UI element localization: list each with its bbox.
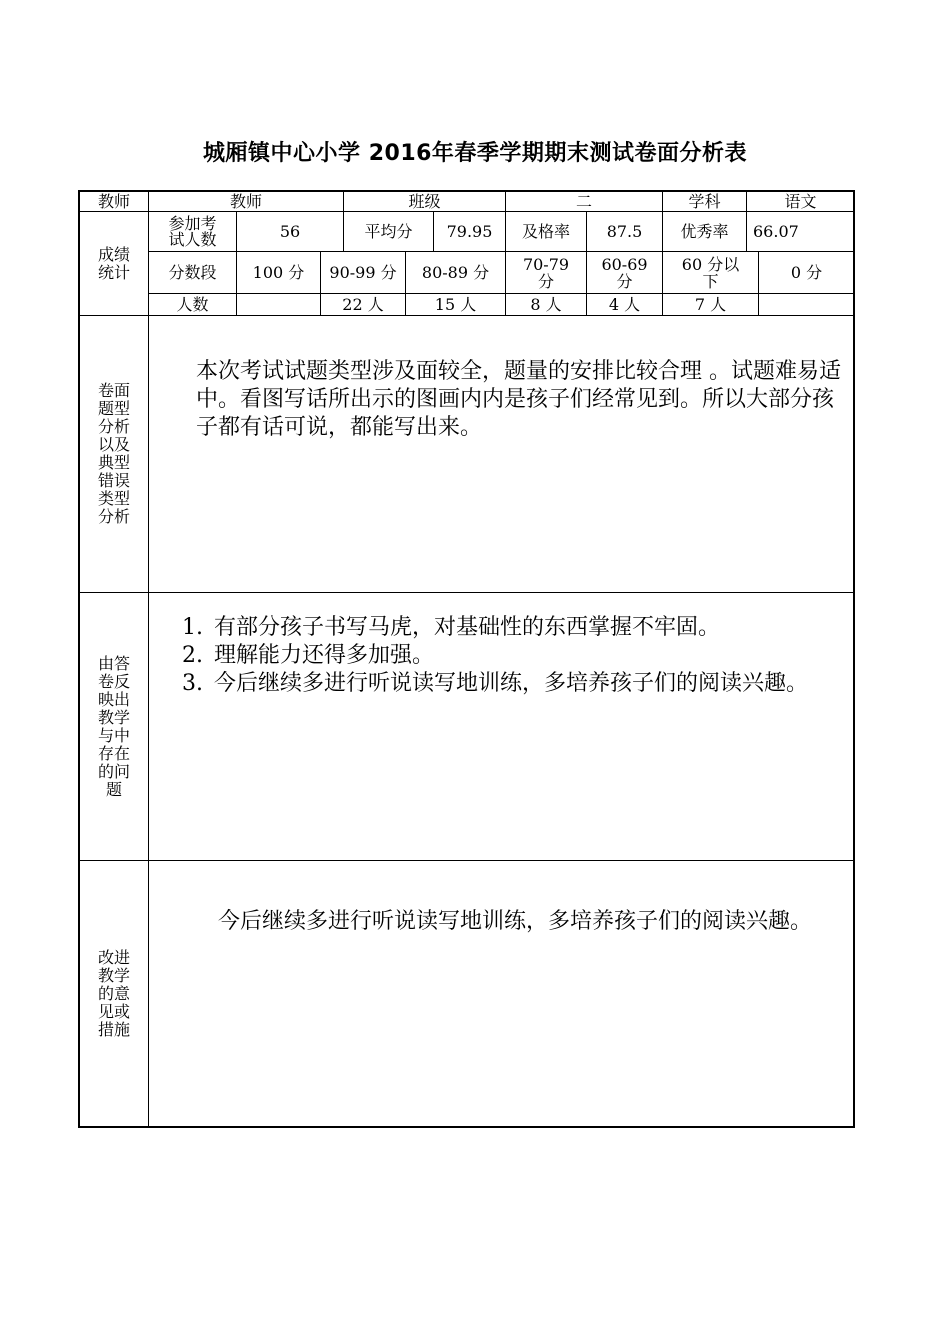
row-divider <box>79 315 854 316</box>
list-item-text: 理解能力还得多加强。 <box>214 643 435 668</box>
analysis-section-label-text: 卷面题型分析以及典型错误类型分析 <box>97 381 130 526</box>
count-cell: 7 人 <box>694 295 727 314</box>
score-band-label: 分数段 <box>168 263 217 282</box>
count-cell <box>759 294 854 315</box>
count-cell: 22 人 <box>342 295 384 314</box>
teacher-header: 教师 <box>97 192 130 211</box>
problems-list <box>182 614 850 698</box>
subject-value: 语文 <box>784 192 817 211</box>
pass-rate-label: 及格率 <box>521 222 570 241</box>
problems-section-label <box>80 593 148 860</box>
score-band-cell: 60 分以下 <box>681 254 740 291</box>
excellent-rate-value: 66.07 <box>753 222 799 241</box>
stats-section-label <box>80 212 148 315</box>
page-title: 城厢镇中心小学 2016年春季学期期末测试卷面分析表 <box>203 141 747 166</box>
score-band-cell: 0 分 <box>790 263 823 282</box>
excellent-rate-label: 优秀率 <box>680 222 729 241</box>
analysis-section-label <box>80 316 148 592</box>
improvement-section-label <box>80 861 148 1127</box>
analysis-text: 本次考试试题类型涉及面较全，题量的安排比较合理 。试题难易适中。看图写话所出示的图画内内是孩子们经常见到。所以大部分孩子都有话可说，都能写出来。 <box>196 359 841 440</box>
score-band-cell: 80-89 分 <box>421 263 490 282</box>
participants-value: 56 <box>279 222 301 241</box>
count-label: 人数 <box>176 295 209 314</box>
list-item <box>182 642 850 670</box>
count-cell: 8 人 <box>530 295 562 314</box>
score-band-cell: 100 分 <box>252 263 305 282</box>
row-divider <box>79 860 854 861</box>
class-value: 二 <box>575 192 592 211</box>
list-item-number: 1. <box>182 615 203 640</box>
class-header: 班级 <box>408 192 441 211</box>
count-cell: 15 人 <box>434 295 477 314</box>
teacher-value: 教师 <box>229 192 262 211</box>
list-item-number: 2. <box>182 643 203 668</box>
list-item-number: 3. <box>182 671 203 696</box>
participants-label: 参加考试人数 <box>168 213 217 249</box>
problems-section-label-text: 由答卷反映出教学与中存在的问题 <box>97 653 130 799</box>
pass-rate-value: 87.5 <box>606 222 643 241</box>
list-item-text: 今后继续多进行听说读写地训练，多培养孩子们的阅读兴趣。 <box>214 671 809 696</box>
list-item-text: 有部分孩子书写马虎，对基础性的东西掌握不牢固。 <box>214 615 721 640</box>
count-cell: 4 人 <box>608 295 641 314</box>
average-label: 平均分 <box>364 222 413 241</box>
score-band-cell: 70-79 分 <box>522 254 570 291</box>
column-divider <box>148 191 149 1127</box>
average-value: 79.95 <box>446 222 493 241</box>
count-cell <box>237 294 320 315</box>
subject-header: 学科 <box>688 192 721 211</box>
list-item <box>182 614 850 642</box>
list-item <box>182 670 850 698</box>
row-divider <box>79 592 854 593</box>
improvement-section-label-text: 改进教学的意见或措施 <box>97 948 130 1039</box>
score-band-cell: 60-69 分 <box>601 254 648 291</box>
improvement-text: 今后继续多进行听说读写地训练，多培养孩子们的阅读兴趣。 <box>218 909 813 934</box>
score-band-cell: 90-99 分 <box>329 263 397 282</box>
stats-section-label-text: 成绩统计 <box>97 244 130 282</box>
